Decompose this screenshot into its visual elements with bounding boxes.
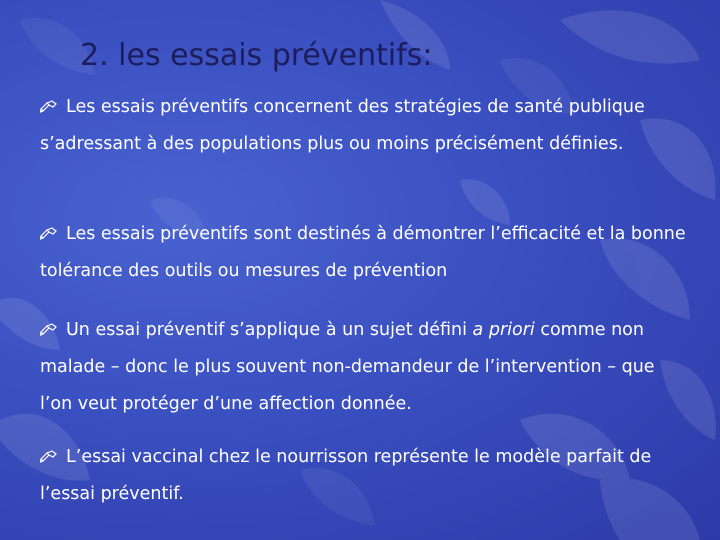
bullet-item [40,439,690,513]
writing-hand-icon [40,449,58,463]
bullet-item [40,312,690,423]
bullet-italic-text: a priori [472,320,535,340]
bullet-item [40,89,690,163]
bullet-text: Les essais préventifs sont destinés à démontrer l’efficacité et la bonne tolérance des outils ou mesures de prévention [40,224,686,281]
bullet-text: L’essai vaccinal chez le nourrisson représente le modèle parfait de l’essai préventif. [40,447,652,504]
writing-hand-icon [40,322,58,336]
slide-title: 2. les essais préventifs: [80,38,433,73]
bullet-text: comme non malade – donc le plus souvent non-demandeur de l’intervention – que l’on veut protéger d’une affection donnée. [40,320,655,414]
bullet-item [40,216,690,290]
writing-hand-icon [40,99,58,113]
bullet-text: Les essais préventifs concernent des stratégies de santé publique s’adressant à des populations plus ou moins précisément définies. [40,97,645,154]
bullet-text: Un essai préventif s’applique à un sujet défini [66,320,473,340]
writing-hand-icon [40,226,58,240]
